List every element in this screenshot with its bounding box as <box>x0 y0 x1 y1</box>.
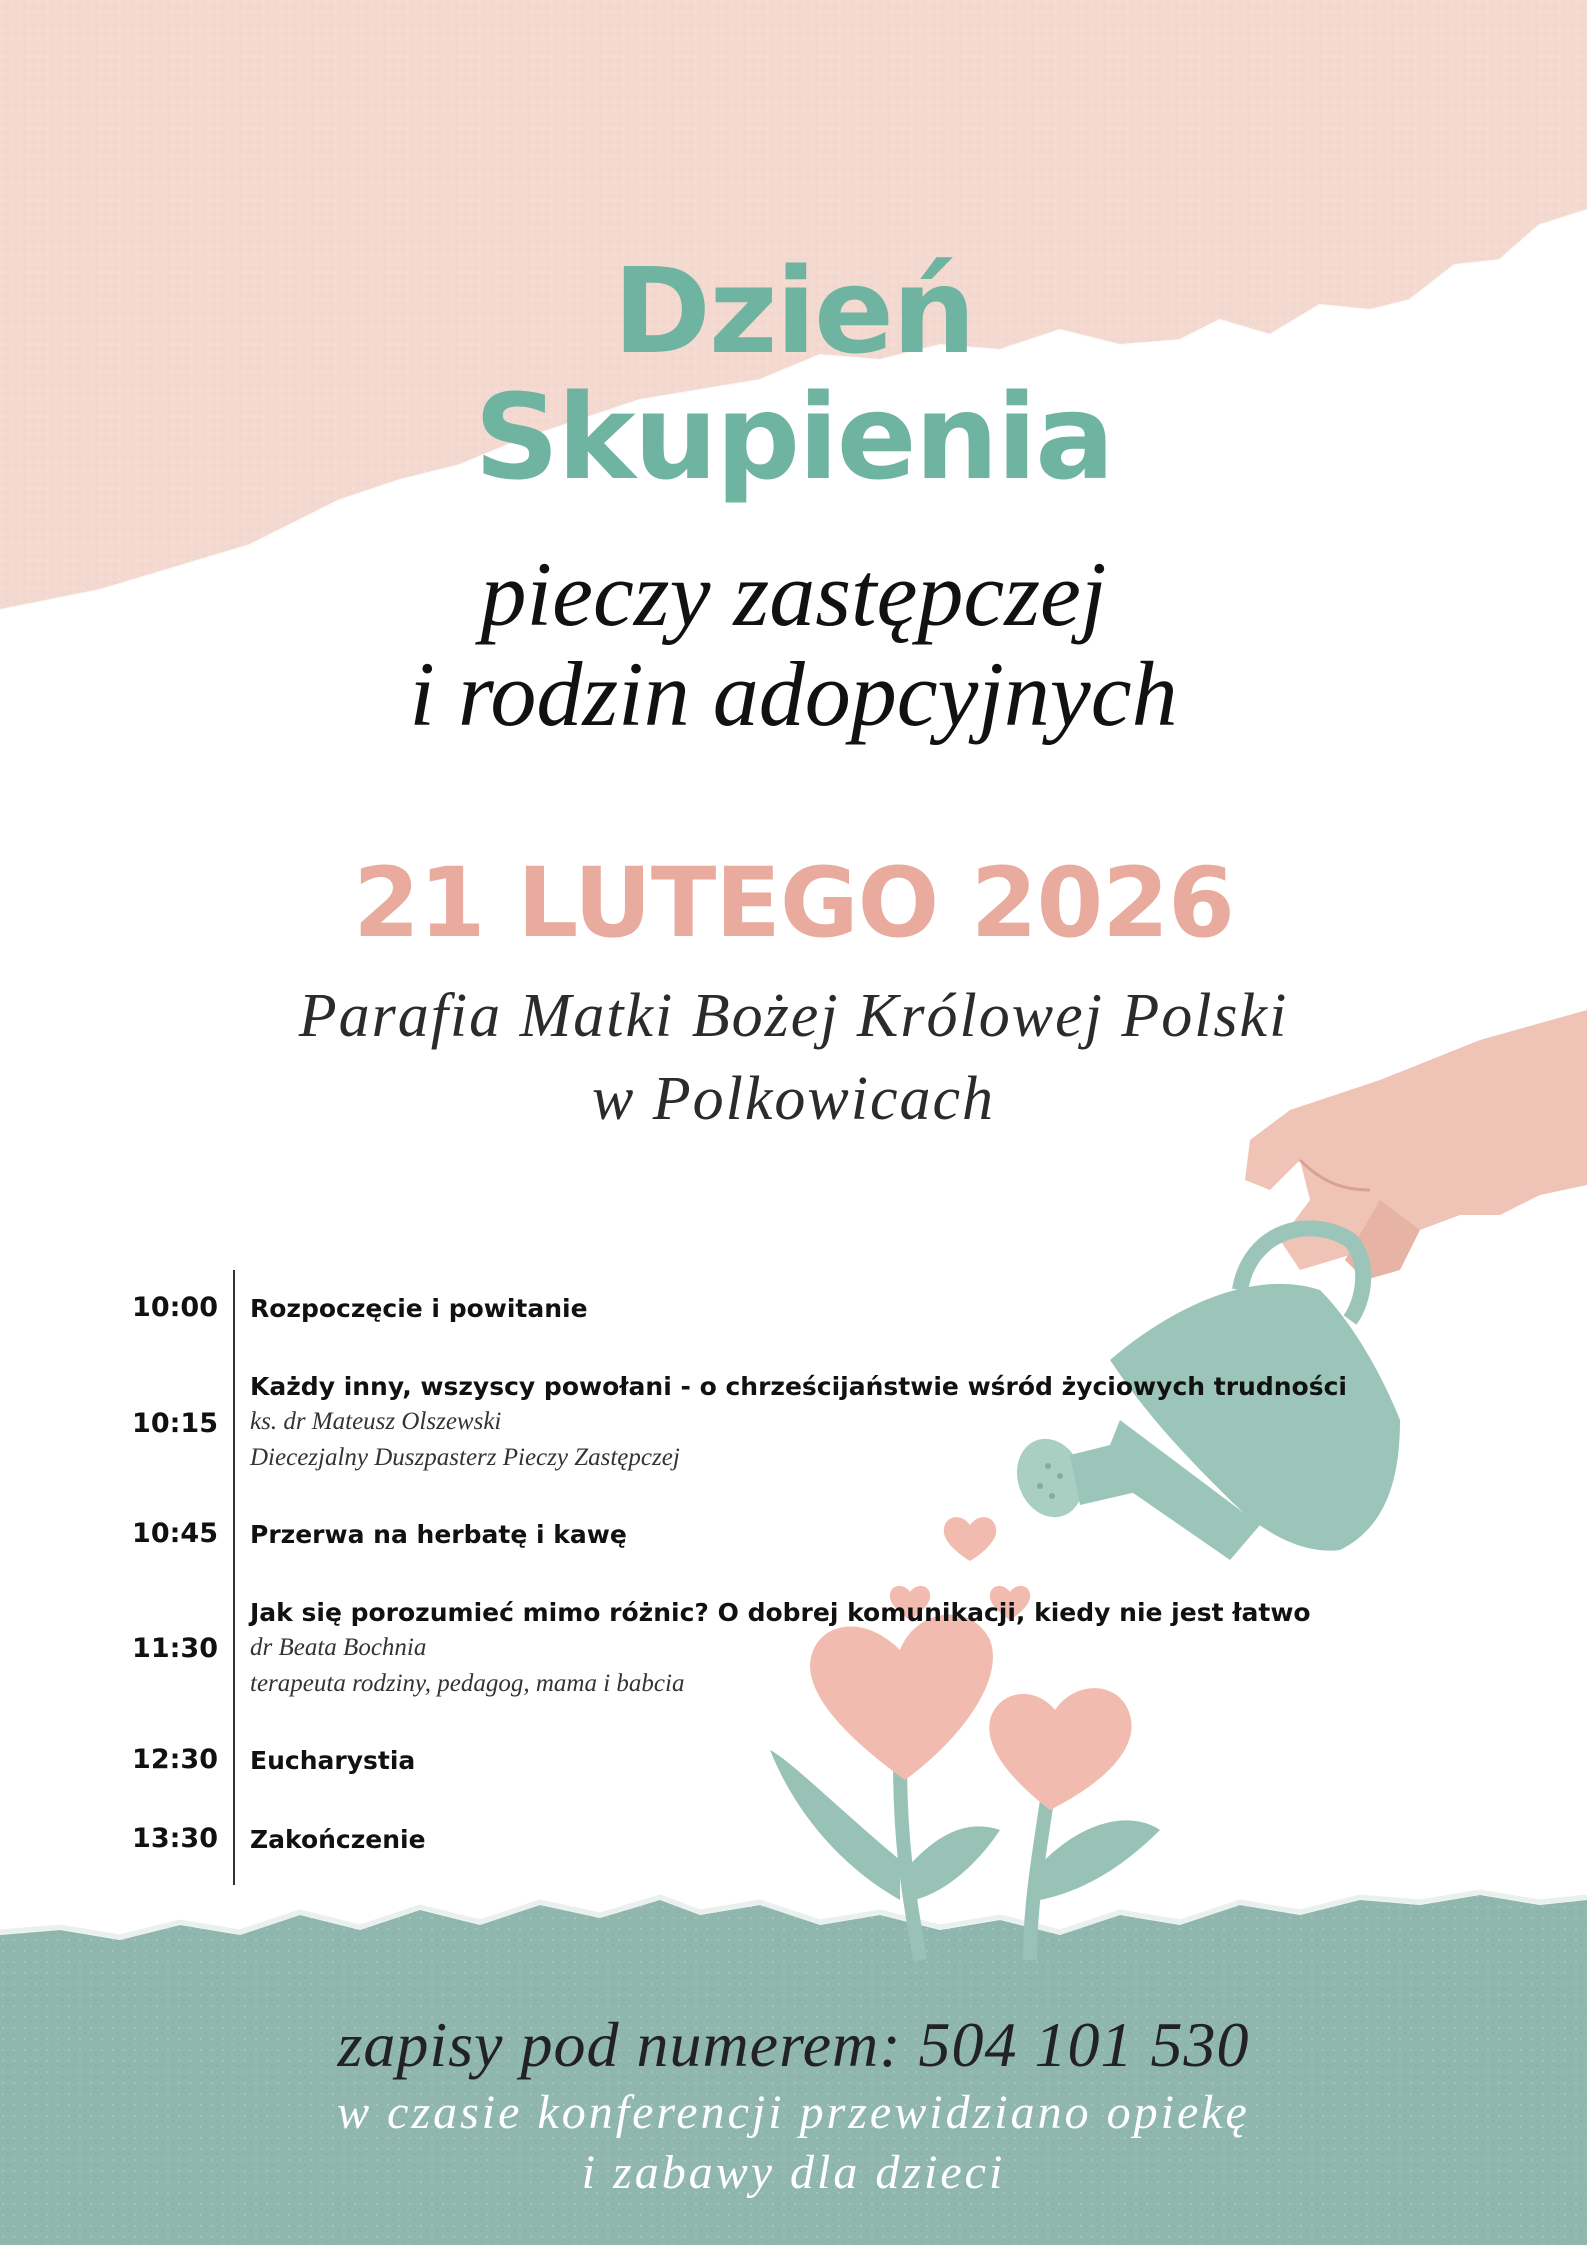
childcare-note-line1: w czasie konferencji przewidziano opiekę <box>337 2086 1250 2139</box>
agenda-speaker: ks. dr Mateusz Olszewski <box>250 1408 502 1435</box>
agenda-speaker: dr Beata Bochnia <box>250 1634 427 1661</box>
agenda-time: 10:00 <box>132 1292 218 1323</box>
agenda-time: 10:45 <box>132 1518 218 1549</box>
flower-icon <box>770 1615 1160 1960</box>
agenda-title: Rozpoczęcie i powitanie <box>250 1294 588 1323</box>
title-line2: Skupienia <box>474 368 1113 506</box>
subtitle-line1: pieczy zastępczej <box>480 543 1107 645</box>
hand-icon <box>1245 1010 1587 1280</box>
agenda-title: Eucharystia <box>250 1746 416 1775</box>
title-line1: Dzień <box>612 242 975 380</box>
registration-phone: zapisy pod numerem: 504 101 530 <box>337 2009 1250 2080</box>
agenda-title: Przerwa na herbatę i kawę <box>250 1520 627 1549</box>
childcare-note-line2: i zabawy dla dzieci <box>581 2146 1006 2199</box>
agenda-speaker-role: terapeuta rodziny, pedagog, mama i babcia <box>250 1670 685 1697</box>
agenda-title: Każdy inny, wszyscy powołani - o chrześcijaństwie wśród życiowych trudności <box>250 1372 1347 1401</box>
agenda-title: Jak się porozumieć mimo różnic? O dobrej komunikacji, kiedy nie jest łatwo <box>250 1598 1311 1627</box>
agenda-title: Zakończenie <box>250 1825 426 1854</box>
agenda-time: 10:15 <box>132 1408 218 1439</box>
agenda-speaker-role: Diecezjalny Duszpasterz Pieczy Zastępczej <box>250 1444 680 1471</box>
agenda-divider <box>233 1270 235 1885</box>
venue-line1: Parafia Matki Bożej Królowej Polski <box>298 982 1289 1050</box>
event-date: 21 LUTEGO 2026 <box>353 847 1234 959</box>
agenda-time: 13:30 <box>132 1823 218 1854</box>
agenda-time: 11:30 <box>132 1633 218 1664</box>
agenda-time: 12:30 <box>132 1744 218 1775</box>
venue-line2: w Polkowicach <box>591 1065 996 1133</box>
subtitle-line2: i rodzin adopcyjnych <box>409 643 1178 745</box>
